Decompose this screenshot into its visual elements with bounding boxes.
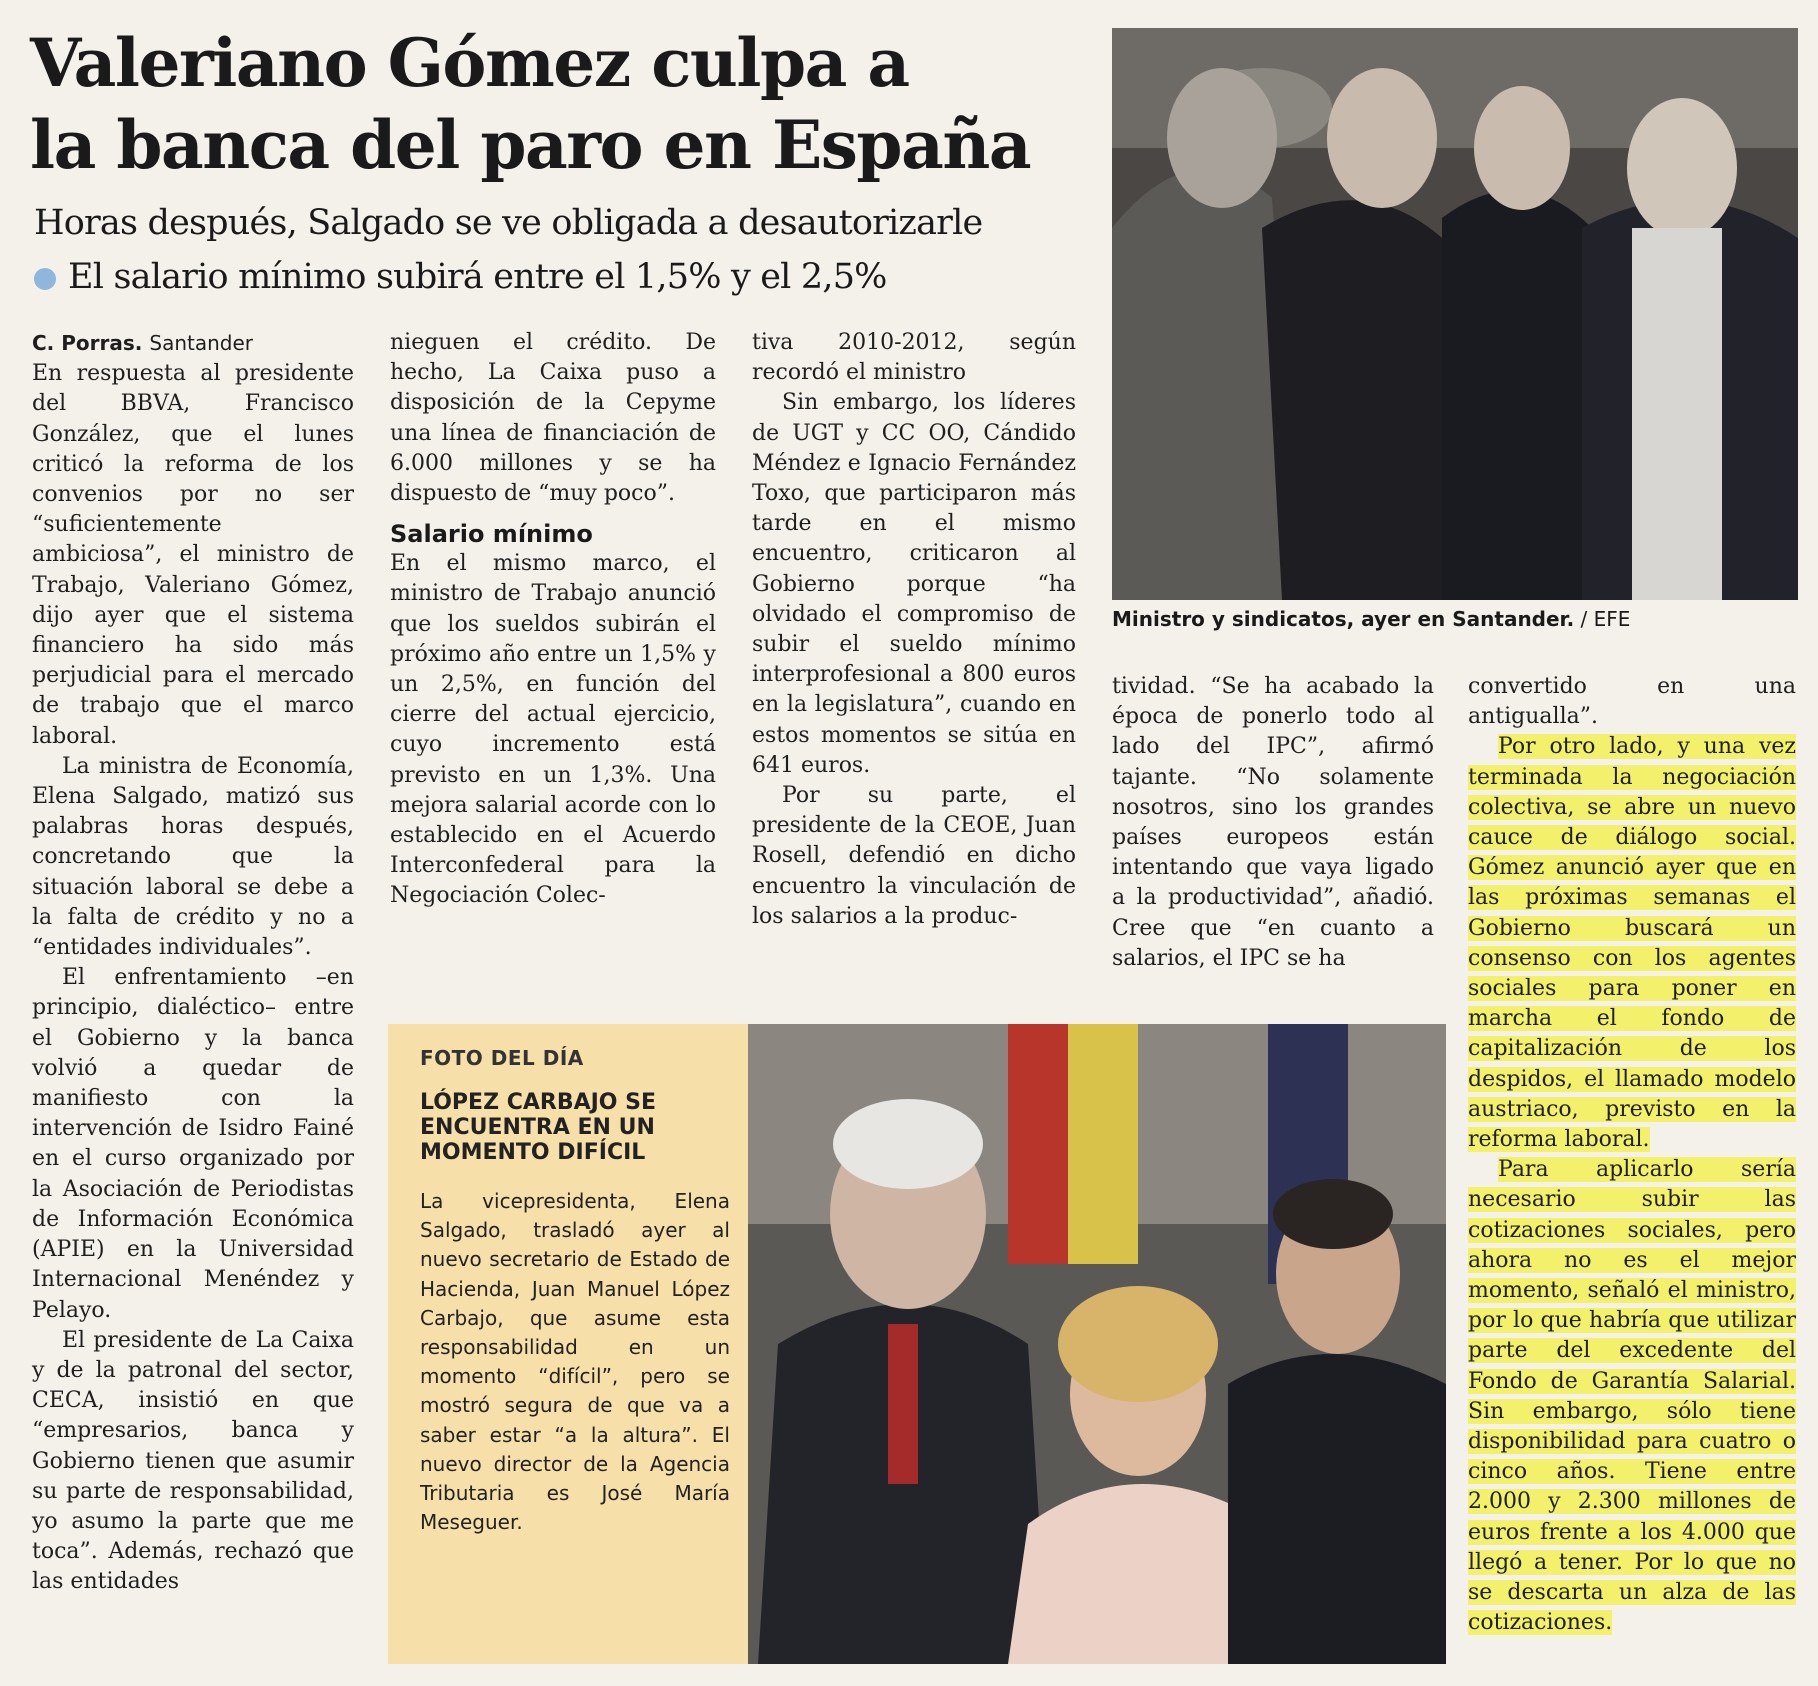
byline-place: Santander xyxy=(149,331,253,355)
byline-author: C. Porras. xyxy=(32,331,143,355)
subheadline-2-text: El salario mínimo subirá entre el 1,5% y el 2,5% xyxy=(68,257,887,297)
photo-minister-unions xyxy=(1112,28,1798,600)
photo-credit: / EFE xyxy=(1580,607,1631,631)
paragraph: En respuesta al presidente del BBVA, Francisco González, que el lunes criticó la reforma de los convenios por no ser “suficientemente ambiciosa”, el ministro de Trabajo, Valeriano Gómez, dijo ayer que el sistema financiero ha sido más perjudicial para el mercado de trabajo que el marco laboral. xyxy=(32,361,354,749)
subheadline-2 xyxy=(34,252,1094,302)
foto-del-dia-kicker: FOTO DEL DÍA xyxy=(420,1046,584,1070)
paragraph: nieguen el crédito. De hecho, La Caixa puso a disposición de la Cepyme una línea de financiación de 6.000 millones y se ha dispuesto de “muy poco”. xyxy=(390,330,716,507)
headline-line-1: Valeriano Gómez culpa a xyxy=(30,24,909,102)
article-column-2 xyxy=(390,328,716,912)
foto-del-dia-text xyxy=(420,1046,730,1537)
photo-caption-text: Ministro y sindicatos, ayer en Santander. xyxy=(1112,607,1575,631)
highlighted-text: Por otro lado, y una vez terminada la negociación colectiva, se abre un nuevo cauce de diálogo social. Gómez anunció ayer que en las próximas semanas el Gobierno buscará un consenso con los agentes sociales para poner en marcha el fondo de capitalización de los despidos, el llamado modelo austriaco, previsto en la reforma laboral. xyxy=(1468,734,1796,1153)
photo-caption xyxy=(1112,606,1798,632)
paragraph: tividad. “Se ha acabado la época de ponerlo todo al lado del IPC”, afirmó tajante. “No solamente nosotros, sino los grandes países europeos están intentando que vaya ligado a la productividad”, añadió. Cree que “en cuanto a salarios, el IPC se ha xyxy=(1112,674,1434,971)
paragraph: En el mismo marco, el ministro de Trabajo anunció que los sueldos subirán el próximo año entre un 1,5% y un 2,5%, en función del cierre del actual ejercicio, cuyo incremento está previsto en un 1,3%. Una mejora salarial acorde con lo establecido en el Acuerdo Interconfederal para la Negociación Colec- xyxy=(390,551,716,909)
paragraph-highlighted xyxy=(1468,1155,1796,1638)
bullet-icon xyxy=(34,268,56,290)
photo-illustration xyxy=(1112,28,1798,600)
paragraph-highlighted xyxy=(1468,732,1796,1155)
paragraph: El presidente de La Caixa y de la patronal del sector, CECA, insistió en que “empresarios, banca y Gobierno tienen que asumir su parte de responsabilidad, yo asumo la parte que me toca”. Además, rechazó que las entidades xyxy=(32,1327,354,1595)
highlighted-text: Para aplicarlo sería necesario subir las cotizaciones sociales, pero ahora no es el mejor momento, señaló el ministro, por lo que habría que utilizar parte del excedente del Fondo de Garantía Salarial. Sin embargo, sólo tiene disponibilidad para cuatro o cinco años. Tiene entre 2.000 y 2.300 millones de euros frente a los 4.000 que llegó a tener. Por lo que no se descarta un alza de las cotizaciones. xyxy=(1468,1157,1796,1636)
photo-salgado-lopez-carbajo xyxy=(748,1024,1446,1664)
photo-illustration xyxy=(748,1024,1446,1664)
paragraph: tiva 2010-2012, según recordó el ministro xyxy=(752,330,1076,386)
byline xyxy=(32,328,354,359)
paragraph: Por su parte, el presidente de la CEOE, Juan Rosell, defendió en dicho encuentro la vinculación de los salarios a la produc- xyxy=(752,783,1076,929)
subheadline-1: Horas después, Salgado se ve obligada a desautorizarle xyxy=(34,203,983,243)
paragraph: El enfrentamiento –en principio, dialéctico– entre el Gobierno y la banca volvió a quedar de manifiesto con la intervención de Isidro Fainé en el curso organizado por la Asociación de Periodistas de Información Económica (APIE) en la Universidad Internacional Menéndez y Pelayo. xyxy=(32,965,354,1323)
paragraph: convertido en una antigualla”. xyxy=(1468,674,1796,730)
article-column-5 xyxy=(1468,672,1796,1639)
foto-del-dia-body xyxy=(420,1187,730,1537)
article-column-1 xyxy=(32,328,354,1598)
paragraph: La ministra de Economía, Elena Salgado, matizó sus palabras horas después, concretando que la situación laboral se debe a la falta de crédito y no a “entidades individuales”. xyxy=(32,753,354,961)
headline-line-2: la banca del paro en España xyxy=(30,106,1031,184)
paragraph: Sin embargo, los líderes de UGT y CC OO, Cándido Méndez e Ignacio Fernández Toxo, que participaron más tarde en el mismo encuentro, criticaron al Gobierno porque “ha olvidado el compromiso de subir el sueldo mínimo interprofesional a 800 euros en la legislatura”, cuando en estos momentos se sitúa en 641 euros. xyxy=(752,390,1076,778)
headline xyxy=(30,22,1100,186)
foto-del-dia-title: LÓPEZ CARBAJO SE ENCUENTRA EN UN MOMENTO DIFÍCIL xyxy=(420,1090,657,1165)
article-column-3 xyxy=(752,328,1076,932)
article-column-4 xyxy=(1112,672,1434,974)
paragraph: La vicepresidenta, Elena Salgado, trasladó ayer al nuevo secretario de Estado de Hacienda, Juan Manuel López Carbajo, que asume esta responsabilidad en un momento “difícil”, pero se mostró segura de que va a saber estar “a la altura”. El nuevo director de la Agencia Tributaria es José María Meseguer. xyxy=(420,1189,730,1535)
section-subhead: Salario mínimo xyxy=(390,520,593,549)
